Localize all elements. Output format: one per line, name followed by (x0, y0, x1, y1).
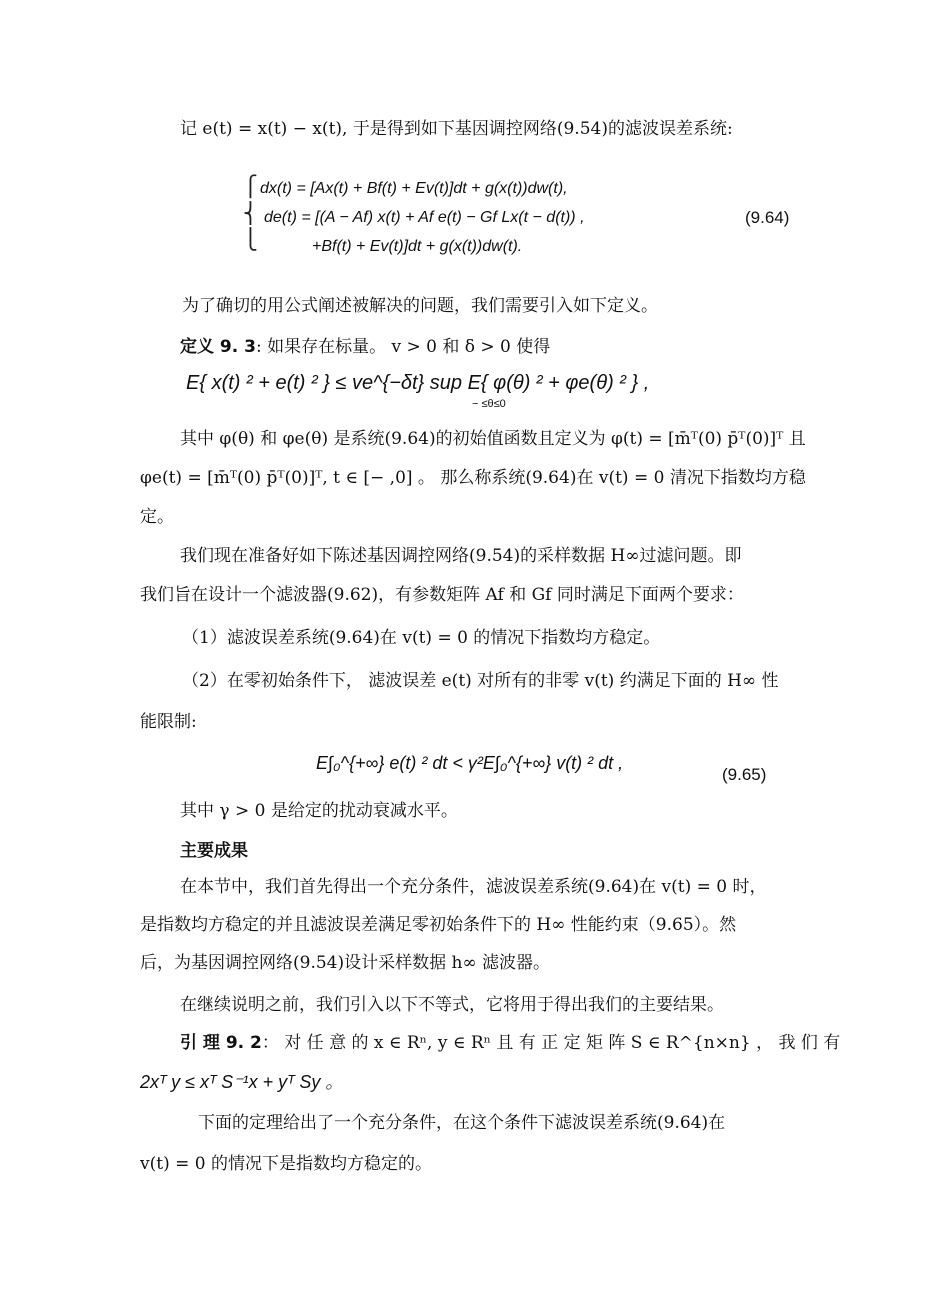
requirement-2: （2）在零初始条件下， 滤波误差 e(t) 对所有的非零 v(t) 约满足下面的 H∞ 性 (182, 671, 779, 691)
paragraph-line: 下面的定理给出了一个充分条件，在这个条件下滤波误差系统(9.64)在 (198, 1113, 726, 1133)
definition-equation: E{ x(t) ² + e(t) ² } ≤ ve^{−δt} sup E{ φ(θ) ² + φe(θ) ² } , (186, 372, 650, 394)
section-heading: 主要成果 (180, 841, 248, 861)
paragraph-line: 在继续说明之前，我们引入以下不等式，它将用于得出我们的主要结果。 (180, 995, 724, 1015)
paragraph-line: 后，为基因调控网络(9.54)设计采样数据 h∞ 滤波器。 (140, 953, 551, 973)
lemma-title: 引 理 9. 2 (180, 1033, 262, 1053)
paragraph-line: v(t) = 0 的情况下是指数均方稳定的。 (140, 1154, 432, 1174)
requirement-1: （1）滤波误差系统(9.64)在 v(t) = 0 的情况下指数均方稳定。 (182, 628, 661, 648)
equation-line: +Bf(t) + Ev(t)]dt + g(x(t))dw(t). (312, 238, 523, 255)
paragraph-line: 我们旨在设计一个滤波器(9.62)，有参数矩阵 Af 和 Gf 同时满足下面两个要求： (140, 585, 744, 605)
paragraph-line: 定。 (140, 507, 174, 527)
sup-subscript: − ≤θ≤0 (472, 398, 506, 410)
paragraph-line: φe(t) = [m̄ᵀ(0) p̄ᵀ(0)]ᵀ, t ∈ [− ,0] 。 那么称系统(9.64)在 v(t) = 0 清况下指数均方稳 (140, 468, 806, 488)
paragraph-line: 记 e(t) = x(t) − x(t), 于是得到如下基因调控网络(9.54)的滤波误差系统: (180, 119, 733, 139)
definition-title: 定义 9. 3 (180, 337, 256, 357)
hinf-inequality: E∫₀^{+∞} e(t) ² dt < γ²E∫₀^{+∞} v(t) ² dt , (316, 753, 624, 773)
left-brace-top: ⎧ (243, 174, 258, 198)
lemma-inequality: 2xᵀ y ≤ xᵀ S⁻¹x + yᵀ Sy 。 (140, 1072, 344, 1092)
equation-line: dx(t) = [Ax(t) + Bf(t) + Ev(t)]dt + g(x(t))dw(t), (260, 180, 568, 197)
lemma-text: ： 对 任 意 的 x ∈ Rⁿ, y ∈ Rⁿ 且 有 正 定 矩 阵 S ∈ R^{n×n} ， 我 们 有 (261, 1033, 841, 1053)
equation-line: de(t) = [(A − Af) x(t) + Af e(t) − Gf Lx(t − d(t)) , (264, 209, 585, 226)
paragraph-line: 为了确切的用公式阐述被解决的问题，我们需要引入如下定义。 (182, 296, 658, 316)
equation-number: (9.64) (745, 208, 790, 227)
lemma-line (180, 1032, 840, 1054)
definition-text: : 如果存在标量。 v > 0 和 δ > 0 使得 (255, 337, 551, 357)
left-brace-mid: ⎨ (243, 201, 258, 225)
paragraph-line: 其中 φ(θ) 和 φe(θ) 是系统(9.64)的初始值函数且定义为 φ(t) = [m̄ᵀ(0) p̄ᵀ(0)]ᵀ 且 (180, 429, 806, 449)
paragraph-line: 是指数均方稳定的并且滤波误差满足零初始条件下的 H∞ 性能约束（9.65）。然 (140, 915, 737, 935)
left-brace-bottom: ⎩ (243, 227, 258, 251)
paragraph-line: 能限制: (140, 712, 197, 732)
equation-number: (9.65) (722, 765, 767, 784)
paragraph-line: 在本节中，我们首先得出一个充分条件，滤波误差系统(9.64)在 v(t) = 0 时， (180, 877, 767, 897)
paragraph-line: 其中 γ > 0 是给定的扰动衰减水平。 (180, 801, 458, 821)
definition-line (180, 336, 550, 358)
paragraph-line: 我们现在准备好如下陈述基因调控网络(9.54)的采样数据 H∞过滤问题。即 (180, 546, 742, 566)
